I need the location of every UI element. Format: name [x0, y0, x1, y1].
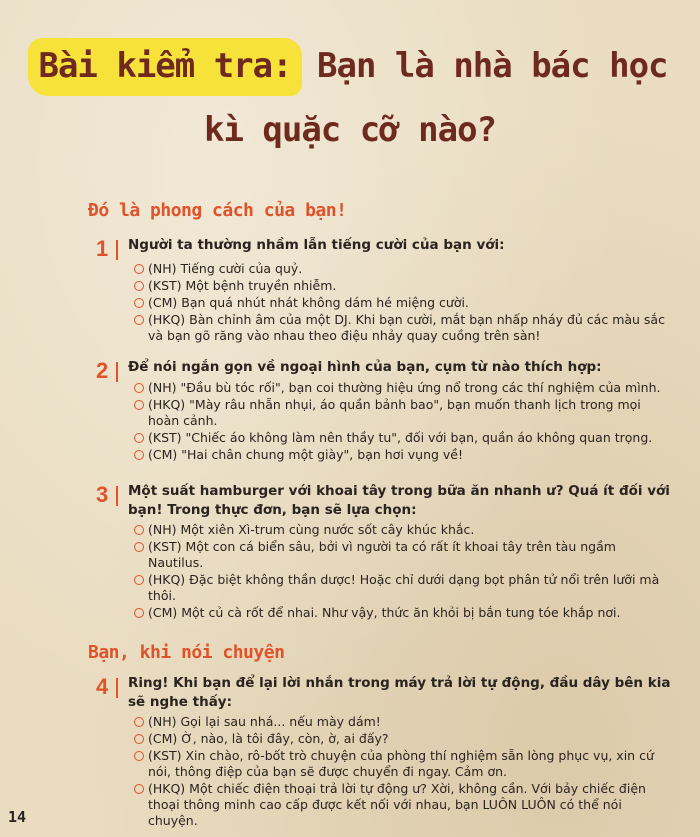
title-line-1-rest: Bạn là nhà bác học [297, 46, 668, 86]
option-label: (HKQ) Đặc biệt không thần dược! Hoặc chỉ dưới dạng bọt phân tử nổi trên lưỡi mà thôi. [148, 572, 660, 603]
radio-circle-icon[interactable] [134, 542, 144, 552]
radio-circle-icon[interactable] [134, 264, 144, 274]
question-number: 1 [96, 236, 109, 261]
radio-circle-icon[interactable] [134, 315, 144, 325]
option-item[interactable] [134, 397, 674, 429]
option-item[interactable] [134, 295, 674, 311]
radio-circle-icon[interactable] [134, 751, 144, 761]
option-item[interactable] [134, 430, 674, 446]
option-label: (KST) "Chiếc áo không làm nên thầy tu", đối với bạn, quần áo không quan trọng. [148, 430, 653, 445]
option-item[interactable] [134, 380, 674, 396]
option-label: (CM) Bạn quá nhút nhát không dám hé miệng cười. [148, 295, 469, 310]
question-text: Một suất hamburger với khoai tây trong bữa ăn nhanh ư? Quá ít đối với bạn! Trong thực đơn, bạn sẽ lựa chọn: [128, 483, 670, 518]
option-item[interactable] [134, 714, 674, 730]
radio-circle-icon[interactable] [134, 433, 144, 443]
radio-circle-icon[interactable] [134, 717, 144, 727]
option-list [134, 261, 674, 345]
option-label: (NH) "Đầu bù tóc rối", bạn coi thường hiệu ứng nổ trong các thí nghiệm của mình. [148, 380, 661, 395]
radio-circle-icon[interactable] [134, 400, 144, 410]
option-label: (HKQ) Bàn chỉnh âm của một DJ. Khi bạn cười, mắt bạn nhấp nháy đủ các màu sắc và bạn gõ răng vào nhau theo điệu nhảy quay cuồng trên sàn! [148, 312, 665, 343]
radio-circle-icon[interactable] [134, 525, 144, 535]
option-item[interactable] [134, 731, 674, 747]
option-item[interactable] [134, 605, 674, 621]
option-label: (KST) Xin chào, rô-bốt trò chuyện của phòng thí nghiệm sẵn lòng phục vụ, xin cứ nói, thông điệp của bạn sẽ được chuyển đi ngay. Cảm ơn. [148, 748, 654, 779]
section-heading-style: Đó là phong cách của bạn! [88, 200, 347, 221]
option-label: (NH) Gọi lại sau nhá... nếu mày dám! [148, 714, 381, 729]
option-list [134, 522, 674, 622]
option-label: (NH) Một xiên Xì-trum cùng nước sốt cây khúc khắc. [148, 522, 475, 537]
radio-circle-icon[interactable] [134, 450, 144, 460]
option-item[interactable] [134, 781, 674, 829]
option-label: (NH) Tiếng cười của quỷ. [148, 261, 303, 276]
option-label: (KST) Một con cá biển sâu, bởi vì người ta có rất ít khoai tây trên tàu ngầm Nautilus. [148, 539, 616, 570]
option-list [134, 714, 674, 830]
option-label: (HKQ) Một chiếc điện thoại trả lời tự động ư? Xời, không cần. Với bảy chiếc điện thoại thông minh cao cấp được kết nối với nhau, bạn LUÔN LUÔN có thể nói chuyện. [148, 781, 646, 828]
question-text: Người ta thường nhầm lẫn tiếng cười của bạn với: [128, 237, 505, 253]
option-item[interactable] [134, 312, 674, 344]
title-line-2: kì quặc cỡ nào? [203, 110, 497, 150]
title-highlight: Bài kiểm tra: [32, 42, 297, 92]
option-label: (CM) Ờ, nào, là tôi đây, còn, ờ, ai đấy? [148, 731, 389, 746]
option-item[interactable] [134, 261, 674, 277]
option-item[interactable] [134, 748, 674, 780]
radio-circle-icon[interactable] [134, 281, 144, 291]
question-text: Ring! Khi bạn để lại lời nhắn trong máy trả lời tự động, đầu dây bên kia sẽ nghe thấy: [128, 675, 671, 710]
question-bar [116, 678, 118, 698]
question-bar [116, 486, 118, 506]
option-item[interactable] [134, 539, 674, 571]
radio-circle-icon[interactable] [134, 298, 144, 308]
radio-circle-icon[interactable] [134, 784, 144, 794]
title-line-1 [0, 36, 700, 96]
question-text: Để nói ngắn gọn về ngoại hình của bạn, cụm từ nào thích hợp: [128, 359, 602, 375]
option-label: (KST) Một bệnh truyền nhiễm. [148, 278, 337, 293]
option-item[interactable] [134, 572, 674, 604]
option-item[interactable] [134, 522, 674, 538]
radio-circle-icon[interactable] [134, 734, 144, 744]
option-item[interactable] [134, 278, 674, 294]
page-title [0, 36, 700, 158]
question-number: 3 [96, 482, 109, 507]
question-bar [116, 240, 118, 260]
question-number: 2 [96, 358, 109, 383]
radio-circle-icon[interactable] [134, 575, 144, 585]
option-label: (CM) Một củ cà rốt để nhai. Như vậy, thức ăn khỏi bị bắn tung tóe khắp nơi. [148, 605, 621, 620]
option-label: (HKQ) "Mày râu nhẵn nhụi, áo quần bảnh bao", bạn muốn thanh lịch trong mọi hoàn cảnh. [148, 397, 641, 428]
option-label: (CM) "Hai chân chung một giày", bạn hơi vụng về! [148, 447, 464, 462]
question-number: 4 [96, 674, 109, 699]
radio-circle-icon[interactable] [134, 383, 144, 393]
section-heading-talking: Bạn, khi nói chuyện [88, 642, 285, 663]
radio-circle-icon[interactable] [134, 608, 144, 618]
option-item[interactable] [134, 447, 674, 463]
question-bar [116, 362, 118, 382]
page-number: 14 [8, 808, 27, 826]
option-list [134, 380, 674, 464]
